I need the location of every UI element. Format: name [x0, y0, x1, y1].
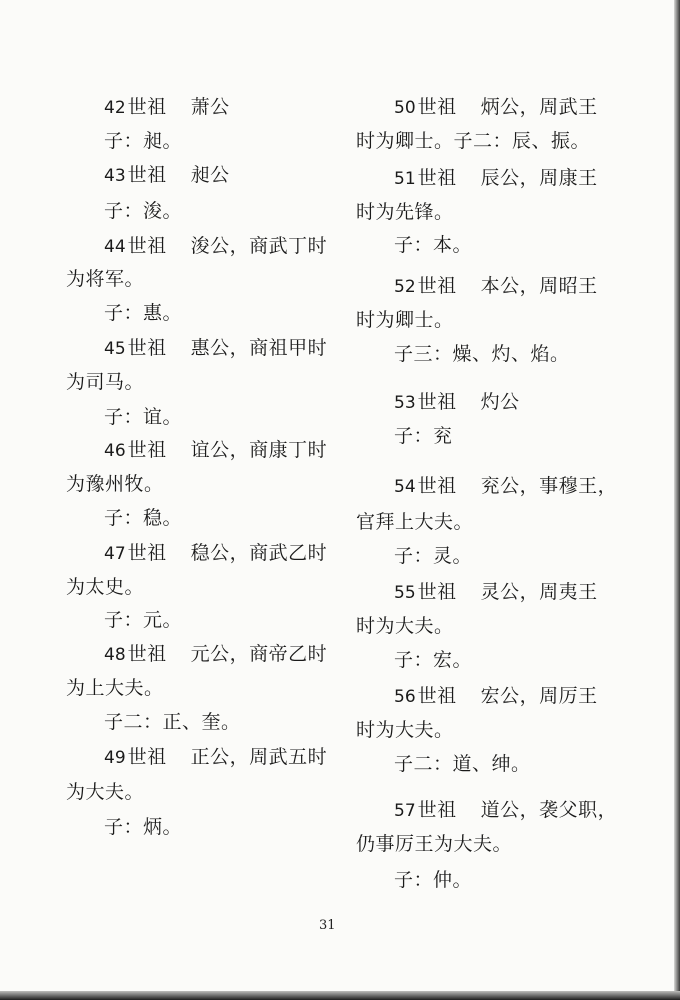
generation-number: 43 — [104, 166, 126, 186]
ancestor-name: 元公，商帝乙时 — [190, 643, 328, 665]
ancestor-name: 辰公，周康王 — [480, 167, 598, 189]
continuation-line: 为太史。 — [66, 576, 145, 598]
generation-number: 45 — [104, 339, 126, 359]
continuation-line: 为司马。 — [66, 371, 145, 393]
children-line: 子：灵。 — [394, 545, 473, 567]
children-line: 子二：正、奎。 — [104, 711, 241, 733]
continuation-line: 仍事厉王为大夫。 — [356, 833, 513, 855]
children-line: 子：宏。 — [394, 649, 473, 671]
generation-label: 世祖 — [127, 164, 167, 186]
children-line: 子：浚。 — [104, 200, 183, 222]
children-line: 子：惠。 — [104, 302, 183, 324]
generation-number: 55 — [394, 583, 416, 603]
generation-label: 世祖 — [127, 746, 167, 768]
continuation-line: 为将军。 — [66, 268, 145, 290]
generation-number: 51 — [394, 169, 416, 189]
continuation-line: 官拜上大夫。 — [356, 511, 474, 533]
children-line: 子：昶。 — [104, 130, 183, 152]
children-line: 子二：道、绅。 — [394, 753, 531, 775]
continuation-line: 时为卿士。子二：辰、振。 — [356, 130, 591, 152]
generation-label: 世祖 — [417, 167, 457, 189]
generation-heading — [394, 390, 520, 415]
ancestor-name: 谊公，商康丁时 — [190, 439, 328, 461]
generation-label: 世祖 — [417, 391, 457, 413]
generation-number: 46 — [104, 441, 126, 461]
generation-number: 56 — [394, 687, 416, 707]
continuation-line: 为大夫。 — [66, 781, 145, 803]
generation-label: 世祖 — [417, 475, 457, 497]
children-line: 子：炳。 — [104, 816, 183, 838]
generation-heading — [394, 274, 598, 299]
generation-label: 世祖 — [417, 581, 457, 603]
ancestor-name: 本公，周昭王 — [480, 275, 598, 297]
ancestor-name: 灵公，周夷王 — [480, 581, 598, 603]
generation-number: 54 — [394, 477, 416, 497]
generation-label: 世祖 — [417, 685, 457, 707]
page-number: 31 — [319, 918, 336, 933]
generation-number: 47 — [104, 544, 126, 564]
generation-label: 世祖 — [417, 275, 457, 297]
continuation-line: 为上大夫。 — [66, 677, 164, 699]
ancestor-name: 稳公，商武乙时 — [190, 542, 328, 564]
generation-label: 世祖 — [417, 799, 457, 821]
ancestor-name: 昶公 — [190, 164, 230, 186]
generation-number: 57 — [394, 801, 416, 821]
generation-heading — [394, 166, 598, 191]
continuation-line: 时为大夫。 — [356, 615, 454, 637]
children-line: 子：谊。 — [104, 406, 183, 428]
generation-label: 世祖 — [127, 337, 167, 359]
ancestor-name: 道公，袭父职， — [480, 799, 618, 821]
generation-label: 世祖 — [127, 542, 167, 564]
children-line: 子：兖 — [394, 425, 453, 447]
generation-number: 48 — [104, 645, 126, 665]
generation-label: 世祖 — [127, 439, 167, 461]
generation-label: 世祖 — [127, 96, 167, 118]
generation-heading — [394, 474, 617, 499]
continuation-line: 时为卿士。 — [356, 309, 454, 331]
ancestor-name: 兖公，事穆王， — [480, 475, 618, 497]
generation-number: 52 — [394, 277, 416, 297]
ancestor-name: 宏公，周厉王 — [480, 685, 598, 707]
ancestor-name: 炳公，周武王 — [480, 96, 598, 118]
ancestor-name: 萧公 — [190, 96, 230, 118]
generation-label: 世祖 — [127, 235, 167, 257]
continuation-line: 时为先锋。 — [356, 201, 454, 223]
scan-edge-right — [674, 0, 680, 1000]
generation-number: 42 — [104, 98, 126, 118]
generation-number: 49 — [104, 748, 126, 768]
generation-heading — [394, 580, 598, 605]
generation-heading — [394, 798, 617, 823]
continuation-line: 为豫州牧。 — [66, 473, 164, 495]
generation-number: 50 — [394, 98, 416, 118]
generation-label: 世祖 — [417, 96, 457, 118]
children-line: 子：本。 — [394, 234, 473, 256]
ancestor-name: 灼公 — [480, 391, 520, 413]
ancestor-name: 正公，周武五时 — [190, 746, 328, 768]
generation-label: 世祖 — [127, 643, 167, 665]
children-line: 子：仲。 — [394, 869, 473, 891]
ancestor-name: 浚公，商武丁时 — [190, 235, 328, 257]
children-line: 子：元。 — [104, 609, 183, 631]
ancestor-name: 惠公，商祖甲时 — [190, 337, 328, 359]
continuation-line: 时为大夫。 — [356, 719, 454, 741]
generation-heading — [394, 684, 598, 709]
generation-number: 44 — [104, 237, 126, 257]
generation-heading — [394, 95, 598, 120]
scan-edge-bottom — [0, 991, 680, 1000]
generation-number: 53 — [394, 393, 416, 413]
children-line: 子：稳。 — [104, 507, 183, 529]
children-line: 子三：燥、灼、焰。 — [394, 343, 570, 365]
